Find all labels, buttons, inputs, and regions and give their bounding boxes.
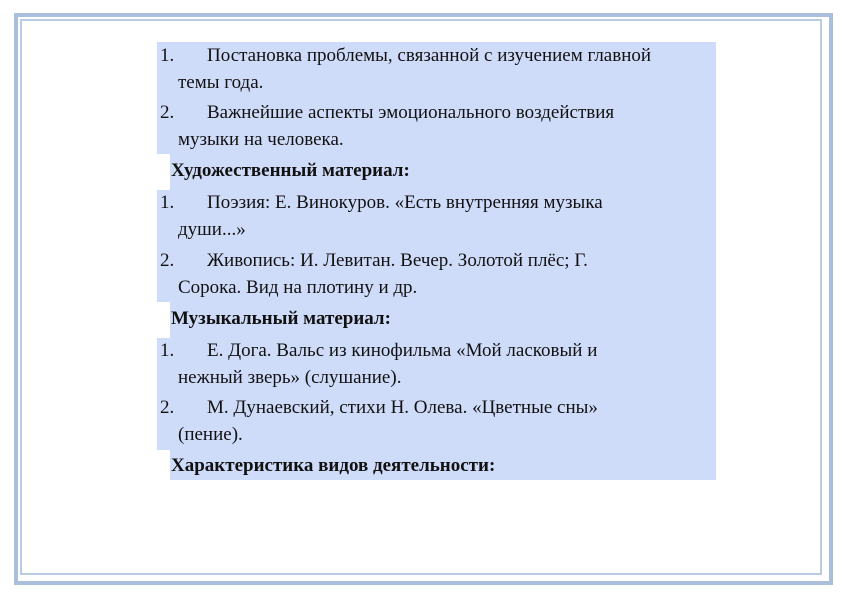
list-item-text-continued: темы года. xyxy=(178,72,264,93)
list-item-text: Поэзия: Е. Винокуров. «Есть внутренняя музыка xyxy=(207,192,603,213)
list-number: 1. xyxy=(160,45,175,66)
list-item-text-continued: (пение). xyxy=(178,424,243,445)
list-number: 1. xyxy=(160,192,175,213)
list-number: 1. xyxy=(160,340,175,361)
list-number: 2. xyxy=(160,250,175,271)
list-item-text-continued: музыки на человека. xyxy=(178,129,344,150)
list-item-text-continued: души...» xyxy=(178,219,246,240)
list-item-text: Живопись: И. Левитан. Вечер. Золотой плёс; Г. xyxy=(207,250,588,271)
list-item-text: М. Дунаевский, стихи Н. Олева. «Цветные сны» xyxy=(207,397,598,418)
list-number: 2. xyxy=(160,397,175,418)
list-item-text: Важнейшие аспекты эмоционального воздействия xyxy=(207,102,615,123)
section-heading-music: Музыкальный материал: xyxy=(171,308,391,329)
list-item-text-continued: Сорока. Вид на плотину и др. xyxy=(178,277,418,298)
list-item-text-continued: нежный зверь» (слушание). xyxy=(178,367,402,388)
list-item-text: Е. Дога. Вальс из кинофильма «Мой ласковый и xyxy=(207,340,598,361)
section-heading-activity: Характеристика видов деятельности: xyxy=(171,455,496,476)
list-item-text: Постановка проблемы, связанной с изучением главной xyxy=(207,45,652,66)
section-heading-art: Художественный материал: xyxy=(171,160,410,181)
list-number: 2. xyxy=(160,102,175,123)
